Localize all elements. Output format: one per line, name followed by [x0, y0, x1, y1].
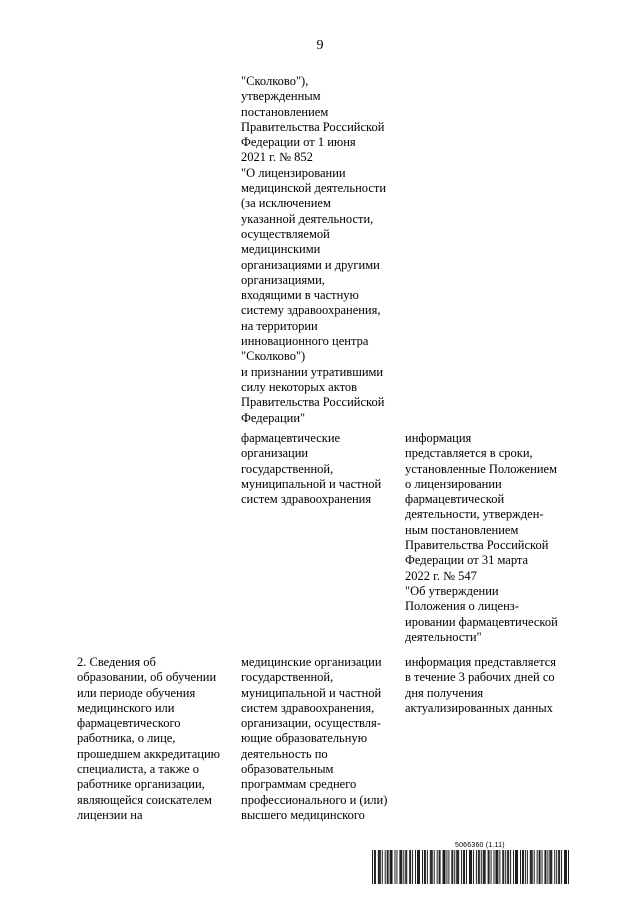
barcode-bar — [517, 850, 518, 884]
barcode-bar — [484, 850, 485, 884]
text-line: представляется в сроки, — [405, 446, 533, 461]
barcode-bar — [496, 850, 497, 884]
text-line: утвержденным — [241, 89, 321, 104]
text-line: образовательным — [241, 762, 334, 777]
barcode-bar — [405, 850, 406, 884]
barcode-bar — [534, 850, 535, 884]
text-line: медицинскими — [241, 242, 321, 257]
barcode-bar — [471, 850, 472, 884]
text-line: постановлением — [241, 104, 329, 119]
barcode-bar — [424, 850, 425, 884]
barcode-bar — [489, 850, 490, 884]
info-type-cell-education — [77, 655, 220, 823]
text-line: Правительства Российской — [241, 119, 385, 134]
text-line: "О лицензировании — [241, 165, 346, 180]
barcode-bar — [559, 850, 560, 884]
barcode-bar — [406, 850, 407, 884]
barcode-bar — [556, 850, 557, 884]
barcode-bar — [497, 850, 498, 884]
barcode-bar — [539, 850, 540, 884]
barcode-bar — [451, 850, 452, 884]
barcode-bar — [547, 850, 548, 884]
text-line: указанной деятельности, — [241, 211, 374, 226]
text-line: систем здравоохранения — [241, 492, 372, 507]
barcode-bar — [542, 850, 543, 884]
text-line: лицензии на — [77, 807, 143, 822]
barcode-bar — [372, 850, 373, 884]
barcode-bar — [400, 850, 401, 884]
barcode-bar — [520, 850, 521, 884]
text-line: и признании утратившими — [241, 364, 384, 379]
text-line: государственной, — [241, 670, 334, 685]
barcode-bar — [431, 850, 432, 884]
barcode-bar — [481, 850, 482, 884]
text-line: организациями и другими — [241, 257, 380, 272]
text-line: информация представляется — [405, 655, 556, 669]
text-line: ным постановлением — [405, 522, 519, 537]
barcode-bar — [502, 850, 503, 884]
text-line: систем здравоохранения, — [241, 700, 375, 715]
barcode-bar — [388, 850, 389, 884]
text-line: работнике организации, — [77, 777, 205, 792]
text-line: являющейся соискателем — [77, 792, 212, 807]
text-line: профессионального и (или) — [241, 792, 388, 807]
barcode-bar — [399, 850, 400, 884]
barcode-bar — [566, 850, 567, 884]
text-line: высшего медицинского — [241, 807, 365, 822]
barcode-bar — [564, 850, 565, 884]
barcode-bar — [380, 850, 381, 884]
barcode-bar — [530, 850, 531, 884]
barcode-bar — [565, 850, 566, 884]
barcode-bar — [476, 850, 477, 884]
barcode-bar — [419, 850, 420, 884]
text-line: муниципальной и частной — [241, 476, 382, 491]
recipient-cell-education — [241, 655, 387, 823]
barcode-bar — [427, 850, 428, 884]
barcode-bar — [508, 850, 509, 884]
text-line: медицинские организации — [241, 655, 382, 669]
barcode-bar — [466, 850, 467, 884]
text-line: 2. Сведения об — [77, 655, 156, 669]
text-line: инновационного центра — [241, 334, 369, 349]
barcode-bar — [516, 850, 517, 884]
text-line: работника, о лице, — [77, 731, 176, 746]
deadline-cell-pharmacy — [405, 431, 558, 645]
barcode-bar — [496, 850, 497, 884]
barcode-bar — [527, 850, 528, 884]
barcode-bar — [478, 850, 479, 884]
barcode-bar — [422, 850, 423, 884]
barcode-bar — [452, 850, 453, 884]
barcode-bar — [550, 850, 551, 884]
barcode-bar — [391, 850, 392, 884]
barcode-bar — [551, 850, 552, 884]
text-line: прошедшем аккредитацию — [77, 746, 221, 761]
deadline-cell-education — [405, 655, 556, 716]
text-line: организации, осуществля- — [241, 716, 381, 731]
barcode-bar — [463, 850, 464, 884]
text-line: образовании, об обучении — [77, 670, 217, 685]
text-line: или периоде обучения — [77, 685, 196, 700]
text-line: деятельности, утвержден- — [405, 507, 544, 522]
barcode-bar — [412, 850, 413, 884]
barcode-bar — [485, 850, 486, 884]
barcode-bar — [540, 850, 541, 884]
barcode-bar — [568, 850, 569, 884]
barcode-bar — [437, 850, 438, 884]
barcode-label: 5066360 (1.11) — [455, 842, 505, 849]
barcode-bar — [409, 850, 410, 884]
text-line: государственной, — [241, 461, 334, 476]
text-line: 2022 г. № 547 — [405, 568, 477, 583]
text-line: ющие образовательную — [241, 731, 368, 746]
barcode-bar — [432, 850, 433, 884]
barcode-bar — [522, 850, 523, 884]
text-line: Положения о лиценз- — [405, 599, 519, 614]
text-line: фармацевтической — [405, 492, 505, 507]
text-line: медицинского или — [77, 700, 175, 715]
barcode-bar — [488, 850, 489, 884]
barcode-bar — [390, 850, 391, 884]
barcode-bar — [378, 850, 379, 884]
barcode-bar — [532, 850, 533, 884]
barcode-bar — [491, 850, 492, 884]
barcode-bar — [469, 850, 470, 884]
barcode-bar — [510, 850, 511, 884]
text-line: систему здравоохранения, — [241, 303, 381, 318]
text-line: 2021 г. № 852 — [241, 150, 313, 165]
barcode-bar — [425, 850, 426, 884]
text-line: информация — [405, 431, 472, 445]
barcode — [372, 850, 570, 884]
barcode-bar — [418, 850, 419, 884]
text-line: деятельности" — [405, 629, 482, 644]
barcode-bar — [457, 850, 458, 884]
text-line: специалиста, а также о — [77, 762, 200, 777]
text-line: фармацевтического — [77, 716, 181, 731]
text-line: дня получения — [405, 685, 484, 700]
barcode-bar — [454, 850, 455, 884]
page-number: 9 — [316, 38, 324, 53]
text-line: Правительства Российской — [405, 538, 549, 553]
barcode-bar — [446, 850, 447, 884]
text-line: деятельность по — [241, 746, 328, 761]
barcode-bar — [505, 850, 506, 884]
barcode-bar — [525, 850, 526, 884]
text-line: Федерации от 1 июня — [241, 135, 356, 150]
barcode-bar — [464, 850, 465, 884]
text-line: программам среднего — [241, 777, 357, 792]
barcode-bar — [515, 850, 516, 884]
barcode-bar — [379, 850, 380, 884]
barcode-bar — [443, 850, 444, 884]
text-line: "Об утверждении — [405, 583, 499, 598]
text-line: фармацевтические — [241, 431, 341, 445]
text-line: Федерации от 31 марта — [405, 553, 529, 568]
barcode-bar — [439, 850, 440, 884]
barcode-bar — [473, 850, 474, 884]
barcode-bar — [410, 850, 411, 884]
barcode-bar — [545, 850, 546, 884]
text-line: "Сколково"), — [241, 74, 309, 88]
text-line: организации — [241, 446, 309, 461]
barcode-bar — [456, 850, 457, 884]
text-line: силу некоторых актов — [241, 379, 358, 394]
barcode-bar — [458, 850, 459, 884]
text-line: муниципальной и частной — [241, 685, 382, 700]
text-line: установленные Положением — [405, 461, 558, 476]
text-line: Федерации" — [241, 410, 306, 425]
barcode-bar — [397, 850, 398, 884]
barcode-bar — [385, 850, 386, 884]
barcode-bar — [537, 850, 538, 884]
barcode-bar — [445, 850, 446, 884]
barcode-bar — [395, 850, 396, 884]
barcode-bar — [479, 850, 480, 884]
barcode-bar — [403, 850, 404, 884]
barcode-bar — [483, 850, 484, 884]
recipient-cell-pharmacy — [241, 431, 381, 507]
text-line: "Сколково") — [241, 349, 306, 364]
barcode-bar — [430, 850, 431, 884]
barcode-bar — [470, 850, 471, 884]
barcode-bar — [382, 850, 383, 884]
barcode-bar — [375, 850, 376, 884]
text-line: осуществляемой — [241, 226, 330, 241]
text-line: о лицензировании — [405, 476, 502, 491]
text-line: (за исключением — [241, 196, 331, 211]
barcode-bar — [503, 850, 504, 884]
text-line: ировании фармацевтической — [405, 614, 558, 629]
barcode-bar — [434, 850, 435, 884]
barcode-bar — [415, 850, 416, 884]
text-line: на территории — [241, 318, 318, 333]
barcode-bar — [392, 850, 393, 884]
barcode-bar — [507, 850, 508, 884]
text-line: актуализированных данных — [405, 700, 553, 715]
text-line: медицинской деятельности — [241, 181, 387, 196]
barcode-bar — [494, 850, 495, 884]
barcode-bar — [374, 850, 375, 884]
text-line: в течение 3 рабочих дней со — [405, 670, 555, 685]
barcode-bar — [440, 850, 441, 884]
legal-basis-cell-continued — [241, 74, 386, 426]
text-line: входящими в частную — [241, 288, 359, 303]
barcode-bar — [531, 850, 532, 884]
text-line: организациями, — [241, 272, 325, 287]
barcode-bar — [448, 850, 449, 884]
barcode-bar — [558, 850, 559, 884]
barcode-bar — [523, 850, 524, 884]
text-line: Правительства Российской — [241, 395, 385, 410]
barcode-bar — [387, 850, 388, 884]
barcode-bar — [561, 850, 562, 884]
barcode-bar — [554, 850, 555, 884]
barcode-bar — [545, 850, 546, 884]
barcode-bar — [417, 850, 418, 884]
barcode-bar — [444, 850, 445, 884]
barcode-bar — [549, 850, 550, 884]
barcode-bar — [499, 850, 500, 884]
barcode-bar — [401, 850, 402, 884]
barcode-bar — [461, 850, 462, 884]
barcode-bar — [513, 850, 514, 884]
